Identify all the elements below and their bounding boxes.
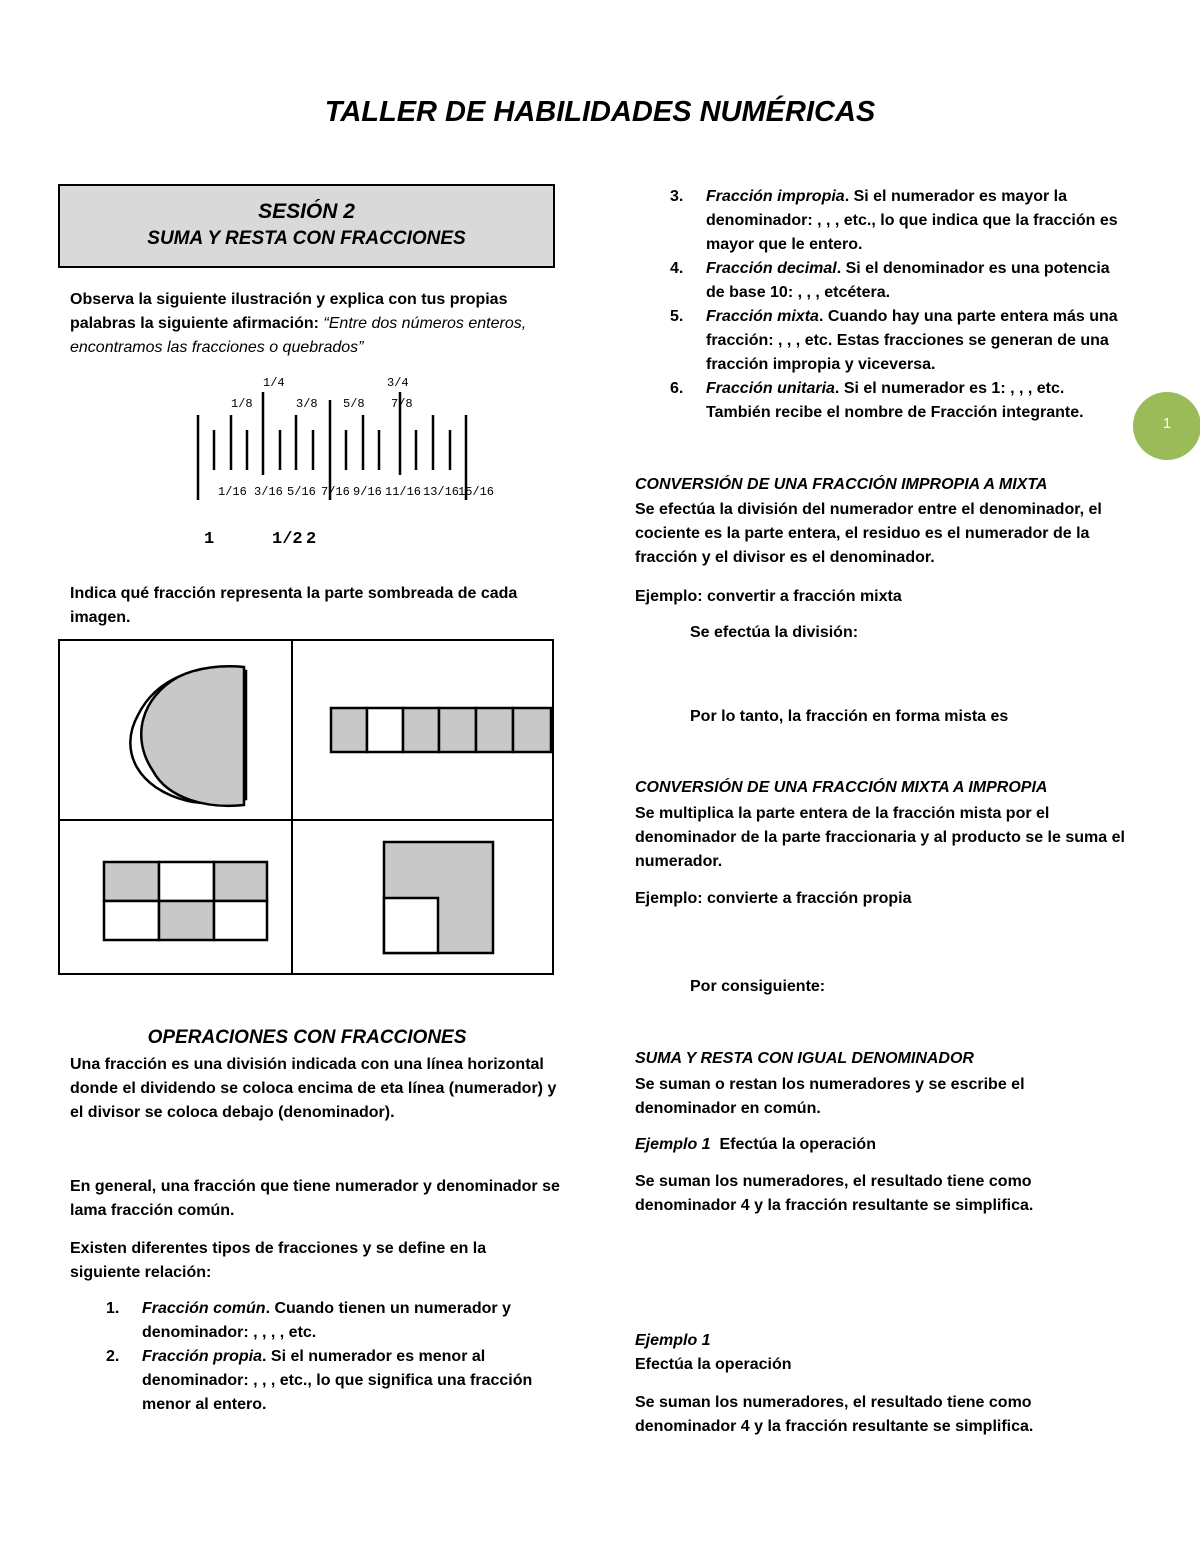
figure-corner-square xyxy=(384,842,493,953)
improper-to-mixed-heading: CONVERSIÓN DE UNA FRACCIÓN IMPROPIA A MIXTA xyxy=(635,476,1048,493)
list-item: 4. Fracción decimal. Si el denominador es una potencia de base 10: , , , etcétera. xyxy=(670,260,1110,301)
mixed-to-improper-heading: CONVERSIÓN DE UNA FRACCIÓN MIXTA A IMPROPIA xyxy=(635,779,1048,796)
nl-bot-3: 5/16 xyxy=(287,485,316,499)
intro-quote: “Entre dos números enteros, encontramos las fracciones o quebrados” xyxy=(70,315,527,356)
example-1-task: Efectúa la operación xyxy=(719,1136,876,1153)
mixed-to-improper-step1: Por consiguiente: xyxy=(690,978,826,995)
improper-to-mixed-example: Ejemplo: convertir a fracción mixta xyxy=(635,588,902,605)
nl-bot-7: 13/16 xyxy=(423,485,460,499)
improper-to-mixed-step1: Se efectúa la división: xyxy=(690,624,859,641)
figure-2x3-grid xyxy=(104,862,267,940)
same-denominator-heading: SUMA Y RESTA CON IGUAL DENOMINADOR xyxy=(635,1050,974,1067)
nl-mid-3: 5/8 xyxy=(343,397,365,411)
session-subtitle: SUMA Y RESTA CON FRACCIONES xyxy=(147,228,466,249)
nl-top-2: 3/4 xyxy=(387,376,409,390)
nl-bot-2: 3/16 xyxy=(254,485,283,499)
session-box xyxy=(58,184,555,268)
example-2-task: Efectúa la operación xyxy=(635,1356,792,1373)
intro-text: Observa la siguiente ilustración y explica con tus propias palabras la siguiente afirmación: xyxy=(70,291,508,332)
number-line-figure xyxy=(190,370,510,555)
nl-end-half: 1/2 xyxy=(272,530,303,549)
nl-top-1: 1/4 xyxy=(263,376,285,390)
nl-bot-4: 7/16 xyxy=(321,485,350,499)
page-number-badge: 1 xyxy=(1133,392,1200,460)
nl-mid-2: 3/8 xyxy=(296,397,318,411)
page-title: TALLER DE HABILIDADES NUMÉRICAS xyxy=(324,96,876,128)
operations-p1: Una fracción es una división indicada con una línea horizontal donde el dividendo se coloca encima de eta línea (numerador) y el divisor se coloca debajo (denominador). xyxy=(70,1056,557,1121)
nl-bot-6: 11/16 xyxy=(385,485,422,499)
example-1-label: Ejemplo 1 xyxy=(635,1136,711,1153)
list-item: 6. Fracción unitaria. Si el numerador es 1: , , , etc. También recibe el nombre de Fracción integrante. xyxy=(670,380,1084,421)
intro-paragraph xyxy=(70,288,550,360)
fraction-types-list-b xyxy=(670,185,1130,425)
shaded-figures-grid xyxy=(58,639,556,977)
mixed-to-improper-example: Ejemplo: convierte a fracción propia xyxy=(635,890,912,907)
example-2-label: Ejemplo 1 xyxy=(635,1332,711,1349)
list-item: 2. Fracción propia. Si el numerador es menor al denominador: , , , etc., lo que significa una fracción menor al entero. xyxy=(106,1348,533,1413)
improper-to-mixed-text: Se efectúa la división del numerador entre el denominador, el cociente es la parte entera, el residuo es el numerador de la fracción y el divisor es el denominador. xyxy=(635,501,1102,566)
example-2-text: Se suman los numeradores, el resultado tiene como denominador 4 y la fracción resultante se simplifica. xyxy=(635,1394,1034,1435)
nl-bot-5: 9/16 xyxy=(353,485,382,499)
figure-strip xyxy=(331,708,551,752)
operations-p2: En general, una fracción que tiene numerador y denominador se lama fracción común. xyxy=(70,1178,560,1219)
example-1-line xyxy=(635,1133,1130,1157)
list-item: 1. Fracción común. Cuando tienen un numerador y denominador: , , , , etc. xyxy=(106,1300,511,1341)
list-item: 3. Fracción impropia. Si el numerador es mayor la denominador: , , , etc., lo que indica que la fracción es mayor que le entero. xyxy=(670,188,1118,253)
nl-end-2: 2 xyxy=(306,530,317,549)
nl-end-1: 1 xyxy=(204,530,215,549)
same-denominator-text: Se suman o restan los numeradores y se escribe el denominador en común. xyxy=(635,1076,1025,1117)
nl-bot-1: 1/16 xyxy=(218,485,247,499)
improper-to-mixed-step2: Por lo tanto, la fracción en forma mista es xyxy=(690,708,1009,725)
nl-mid-4: 7/8 xyxy=(391,397,413,411)
list-item: 5. Fracción mixta. Cuando hay una parte entera más una fracción: , , , etc. Estas fracciones se generan de una fracción impropia y viceversa. xyxy=(670,308,1118,373)
operations-p3: Existen diferentes tipos de fracciones y se define en la siguiente relación: xyxy=(70,1240,487,1281)
fraction-types-list-a xyxy=(106,1297,556,1417)
nl-mid-1: 1/8 xyxy=(231,397,253,411)
example-1-text: Se suman los numeradores, el resultado tiene como denominador 4 y la fracción resultante se simplifica. xyxy=(635,1173,1034,1214)
session-label: SESIÓN 2 xyxy=(258,200,355,223)
operations-heading: OPERACIONES CON FRACCIONES xyxy=(147,1027,467,1048)
mixed-to-improper-text: Se multiplica la parte entera de la fracción mista por el denominador de la parte fraccionaria y al producto se le suma el numerador. xyxy=(635,805,1125,870)
nl-bot-8: 15/16 xyxy=(458,485,495,499)
shaded-prompt: Indica qué fracción representa la parte sombreada de cada imagen. xyxy=(70,585,518,626)
